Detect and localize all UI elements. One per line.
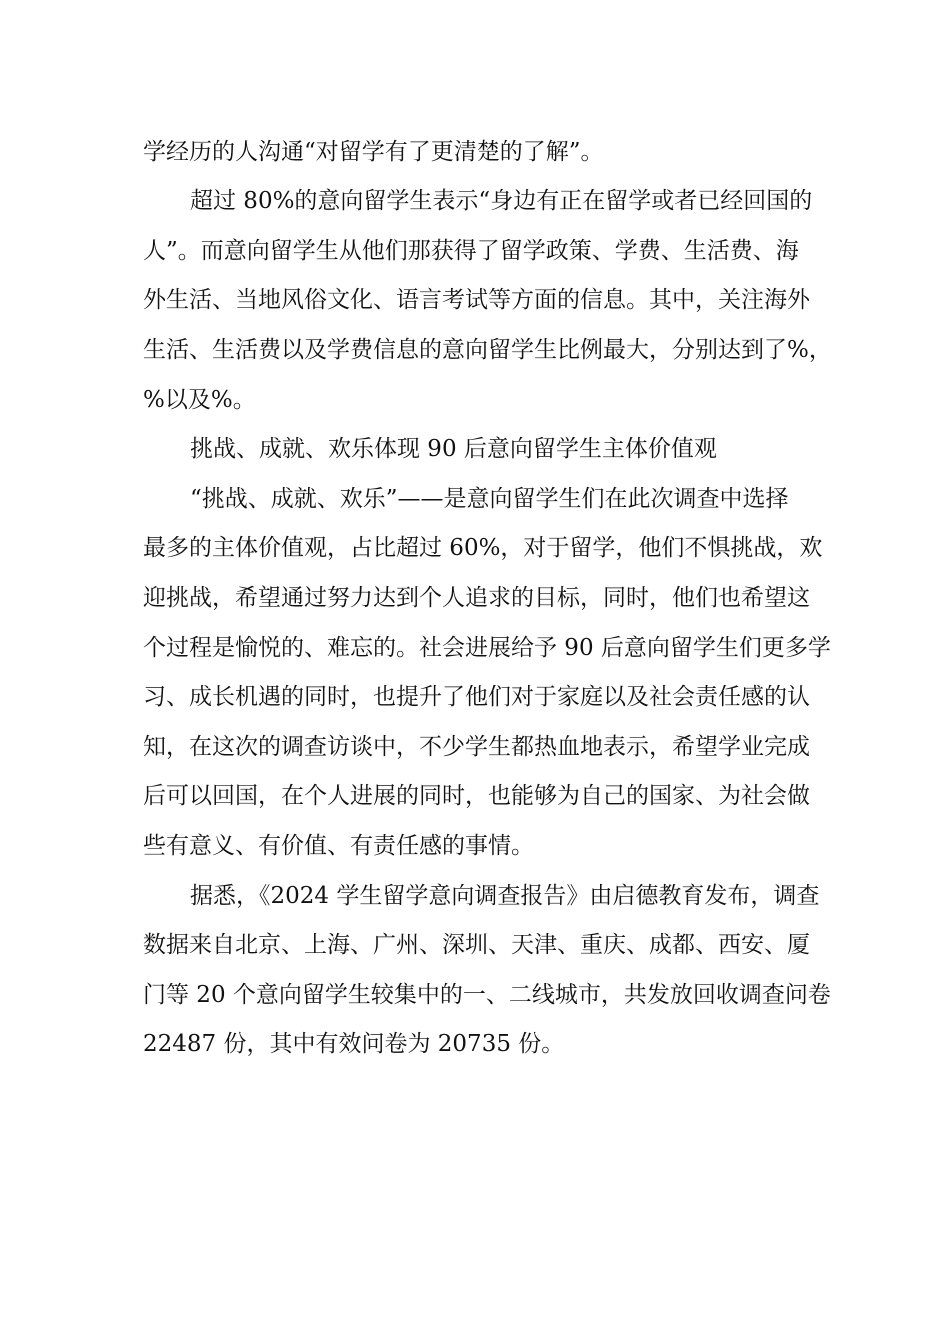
paragraph-2-line-1: 超过 80%的意向留学生表示“身边有正在留学或者已经回国的: [190, 188, 813, 214]
paragraph-5-line-3: 门等 20 个意向留学生较集中的一、二线城市，共发放回收调查问卷: [143, 982, 831, 1008]
paragraph-5-line-1: 据悉，《2024 学生留学意向调查报告》由启德教育发布，调查: [190, 883, 820, 909]
paragraph-5-line-2: 数据来自北京、上海、广州、深圳、天津、重庆、成都、西安、厦: [143, 932, 810, 958]
paragraph-4-line-1: “挑战、成就、欢乐”——是意向留学生们在此次调查中选择: [190, 486, 789, 512]
paragraph-2-line-3: 外生活、当地风俗文化、语言考试等方面的信息。其中，关注海外: [143, 287, 810, 313]
paragraph-5-line-4: 22487 份，其中有效问卷为 20735 份。: [143, 1031, 565, 1057]
paragraph-4-line-4: 个过程是愉悦的、难忘的。社会进展给予 90 后意向留学生们更多学: [143, 635, 831, 661]
paragraph-4-line-6: 知，在这次的调查访谈中，不少学生都热血地表示，希望学业完成: [143, 734, 810, 760]
paragraph-2-line-4: 生活、生活费以及学费信息的意向留学生比例最大，分别达到了%，: [143, 337, 832, 363]
section-heading: 挑战、成就、欢乐体现 90 后意向留学生主体价值观: [190, 436, 717, 462]
paragraph-4-line-5: 习、成长机遇的同时，也提升了他们对于家庭以及社会责任感的认: [143, 684, 810, 710]
paragraph-1-line-1: 学经历的人沟通“对留学有了更清楚的了解”。: [143, 139, 604, 165]
paragraph-4-line-2: 最多的主体价值观，占比超过 60%，对于留学，他们不惧挑战，欢: [143, 535, 823, 561]
paragraph-2-line-5: %以及%。: [143, 387, 256, 413]
paragraph-4-line-8: 些有意义、有价值、有责任感的事情。: [143, 833, 534, 859]
paragraph-2-line-2: 人”。而意向留学生从他们那获得了留学政策、学费、生活费、海: [143, 238, 799, 264]
paragraph-4-line-3: 迎挑战，希望通过努力达到个人追求的目标，同时，他们也希望这: [143, 585, 810, 611]
paragraph-4-line-7: 后可以回国，在个人进展的同时，也能够为自己的国家、为社会做: [143, 783, 810, 809]
